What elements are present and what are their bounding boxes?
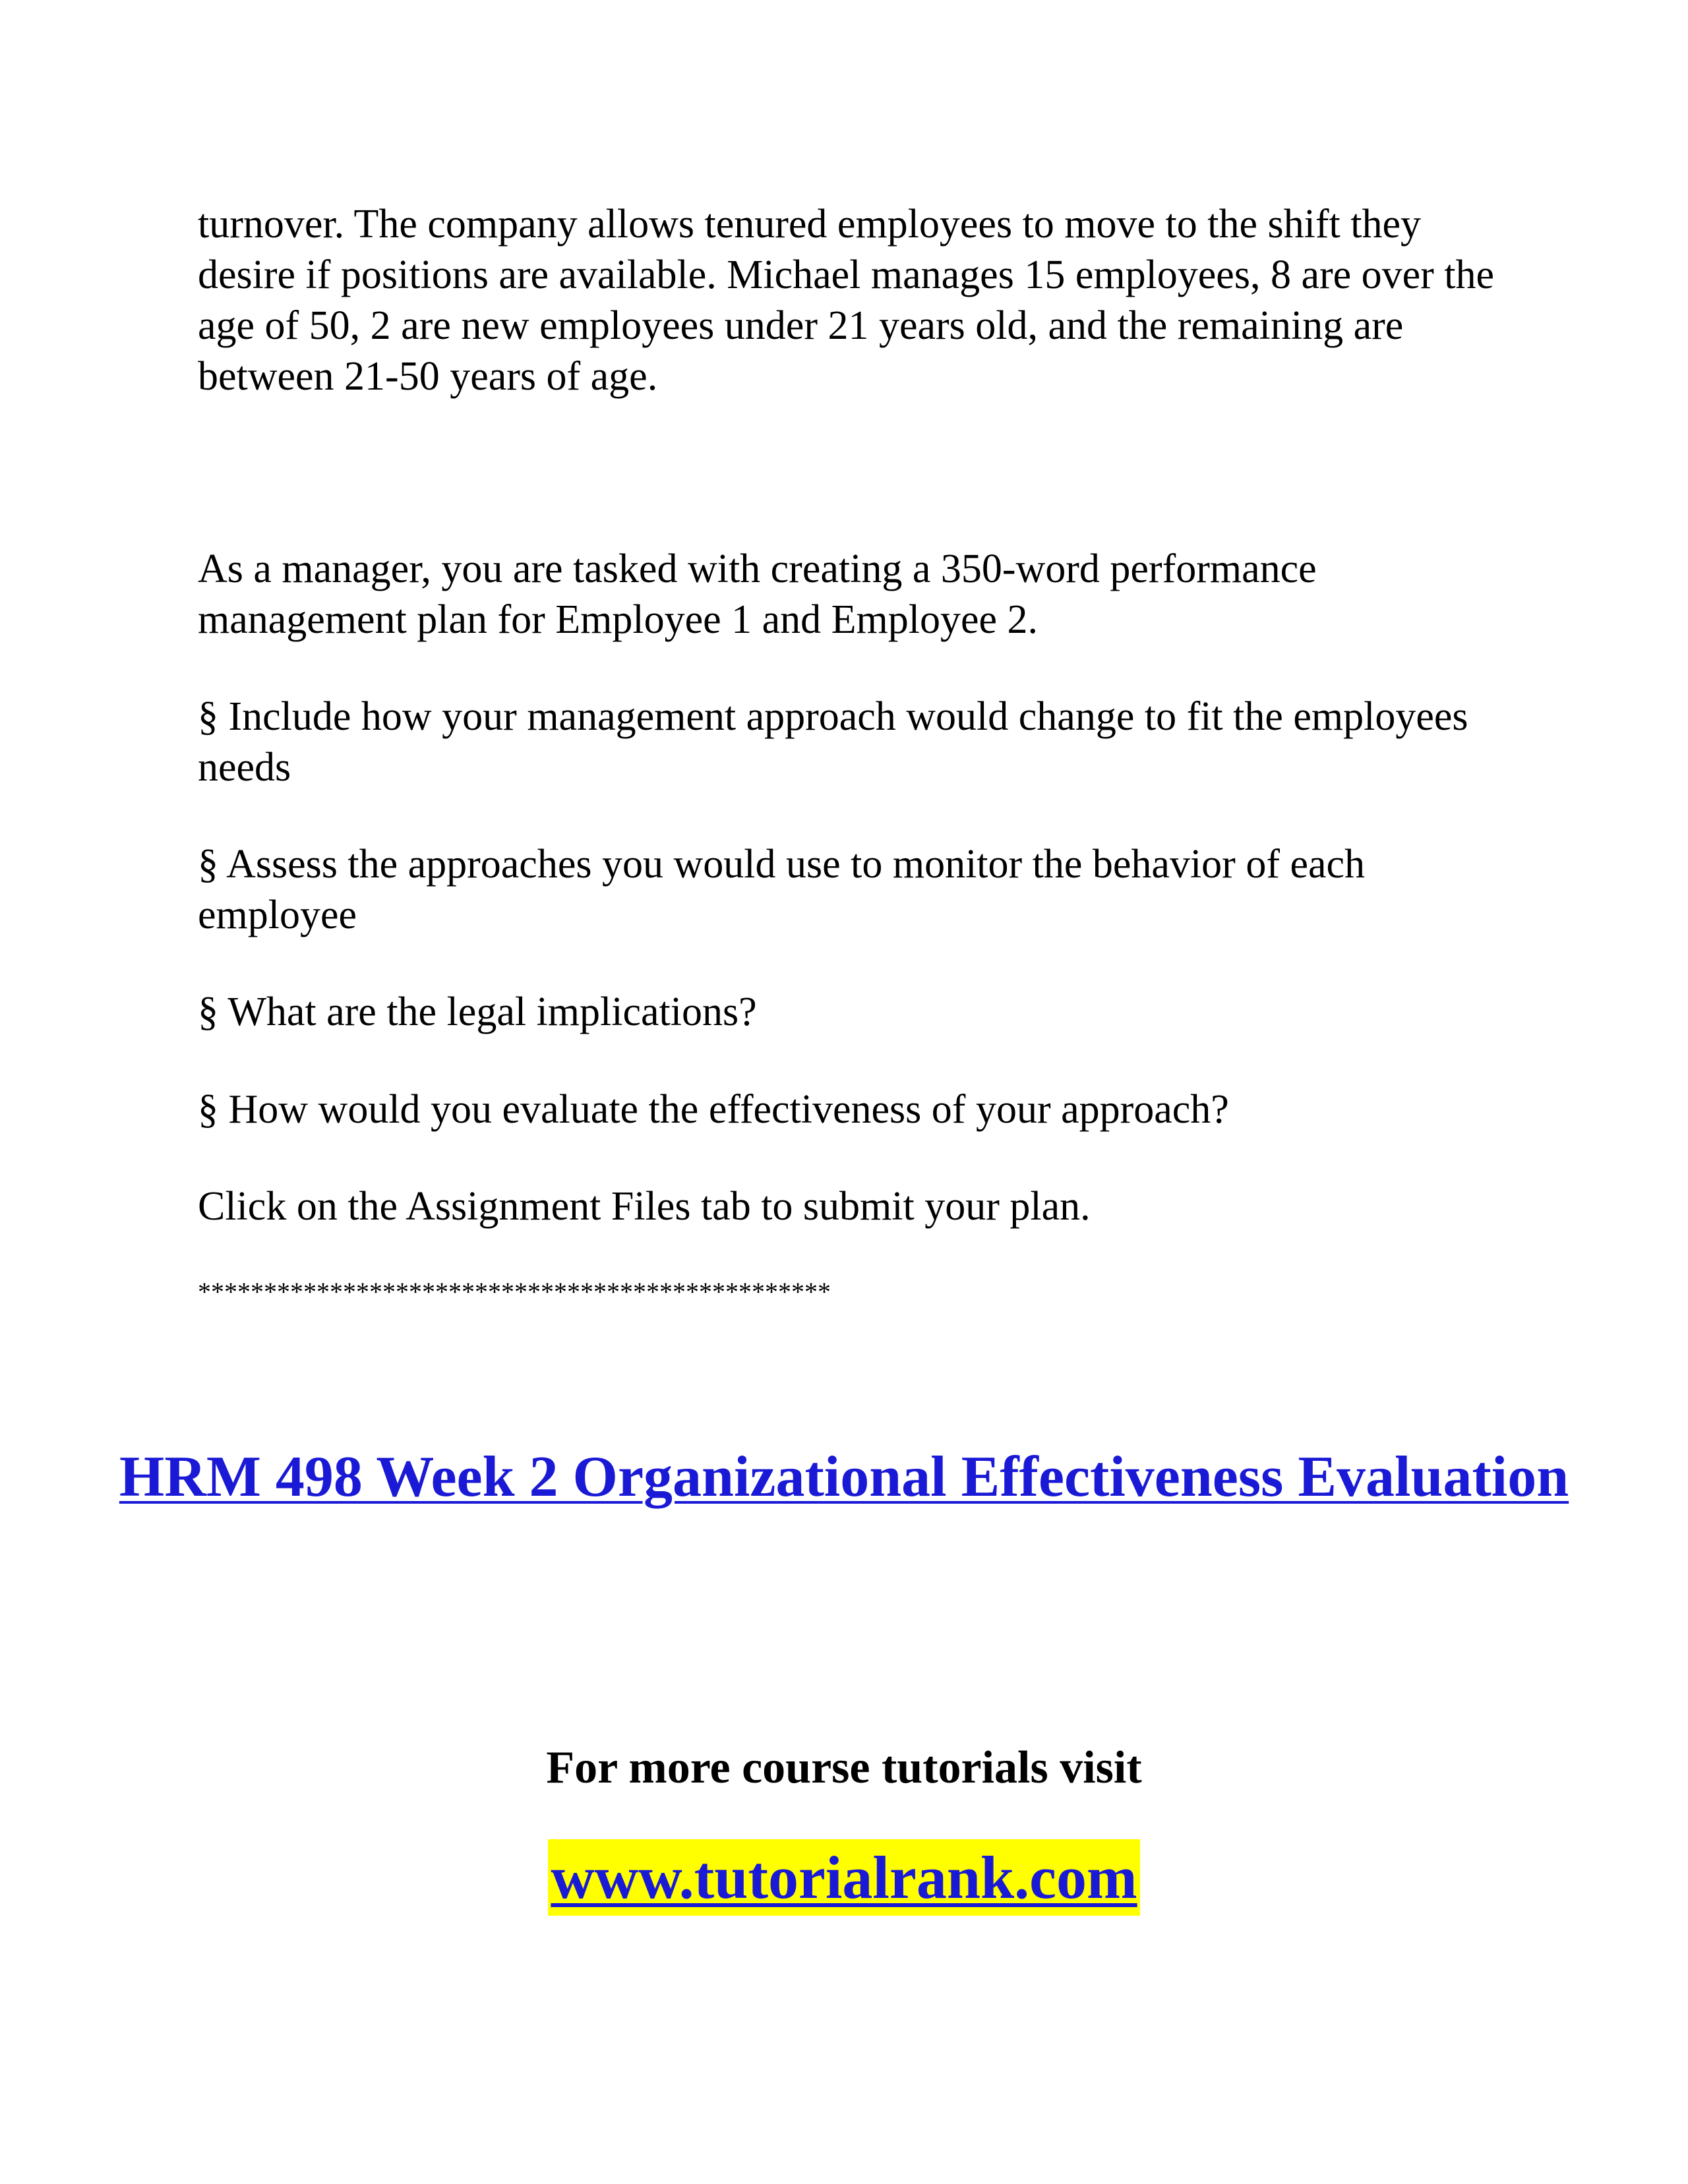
- next-tutorial-link[interactable]: HRM 498 Week 2 Organizational Effectiveness Evaluation: [119, 1445, 1569, 1509]
- website-highlight: [548, 1839, 1139, 1916]
- bullet-item: § How would you evaluate the effectiveness of your approach?: [198, 1087, 1229, 1132]
- bullet-item: § What are the legal implications?: [198, 989, 757, 1034]
- bullet-item: § Assess the approaches you would use to monitor the behavior of each employee: [198, 842, 1366, 937]
- intro-paragraph: turnover. The company allows tenured employees to move to the shift they desire if positions are available. Michael manages 15 employees, 8 are over the age of 50, 2 are new employees under 21 years old, and the remaining are between 21-50 years of age.: [198, 202, 1495, 399]
- website-container: [0, 1839, 1688, 1916]
- separator-line: ************************************************: [198, 1277, 831, 1307]
- submit-instruction: Click on the Assignment Files tab to submit your plan.: [198, 1184, 1091, 1229]
- website-link[interactable]: www.tutorialrank.com: [551, 1844, 1137, 1911]
- bullet-item: § Include how your management approach would change to fit the employees needs: [198, 694, 1468, 790]
- task-paragraph: As a manager, you are tasked with creating a 350-word performance management plan for Employee 1 and Employee 2.: [198, 546, 1317, 642]
- next-tutorial-heading: [0, 1444, 1688, 1511]
- visit-caption: For more course tutorials visit: [546, 1742, 1142, 1793]
